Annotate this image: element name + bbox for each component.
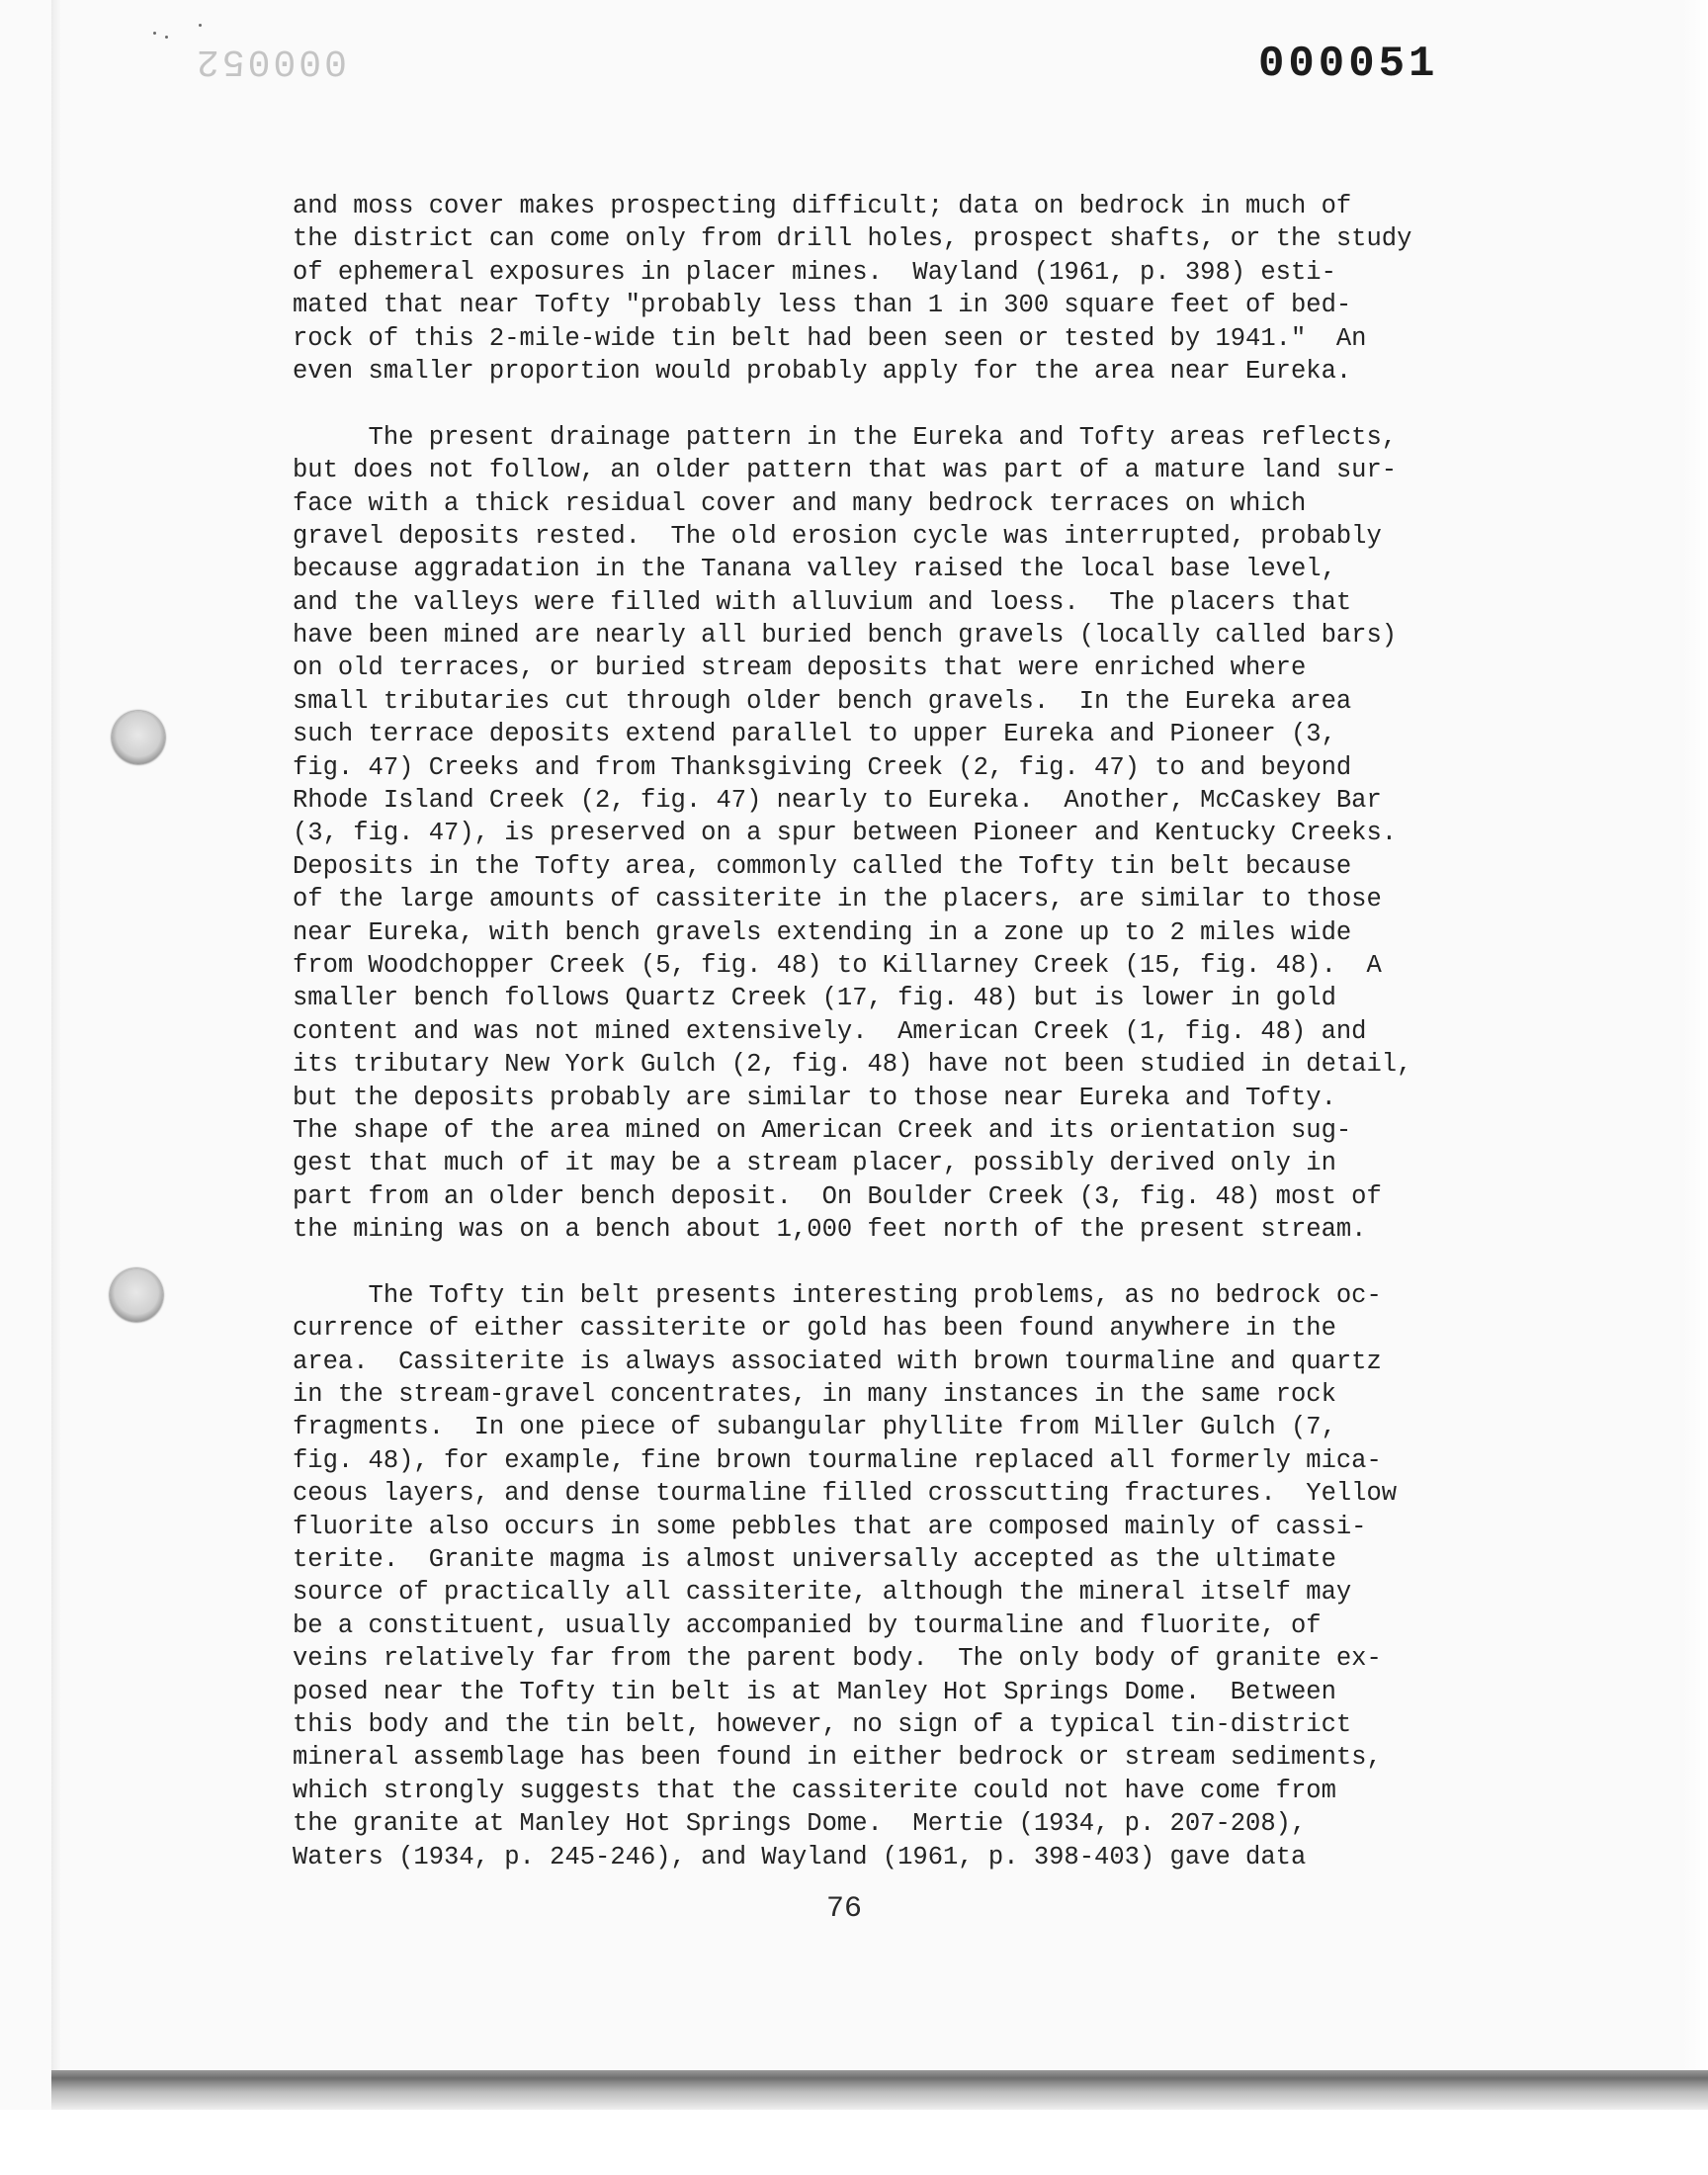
text-line: smaller bench follows Quartz Creek (17, fig. 48) but is lower in gold <box>293 984 1336 1013</box>
text-line: the mining was on a bench about 1,000 feet north of the present stream. <box>293 1215 1367 1245</box>
text-line: Deposits in the Tofty area, commonly called the Tofty tin belt because <box>293 851 1352 881</box>
text-line: this body and the tin belt, however, no sign of a typical tin-district <box>293 1709 1352 1739</box>
paragraph-gap <box>293 1247 1538 1279</box>
text-line: terite. Granite magma is almost universally accepted as the ultimate <box>293 1545 1336 1575</box>
page-left-shadow <box>51 0 61 2116</box>
text-line: from Woodchopper Creek (5, fig. 48) to Killarney Creek (15, fig. 48). A <box>293 950 1382 980</box>
text-line: of ephemeral exposures in placer mines. Wayland (1961, p. 398) esti- <box>293 257 1336 287</box>
text-line: fluorite also occurs in some pebbles that are composed mainly of cassi- <box>293 1512 1367 1541</box>
text-line: Rhode Island Creek (2, fig. 47) nearly to Eureka. Another, McCaskey Bar <box>293 786 1382 816</box>
text-line: rock of this 2-mile-wide tin belt had been seen or tested by 1941." An <box>293 323 1367 353</box>
text-line: mated that near Tofty "probably less than 1 in 300 square feet of bed- <box>293 291 1352 320</box>
text-line: the granite at Manley Hot Springs Dome. Mertie (1934, p. 207-208), <box>293 1809 1307 1839</box>
text-line: ceous layers, and dense tourmaline filled crosscutting fractures. Yellow <box>293 1479 1398 1509</box>
text-line: part from an older bench deposit. On Boulder Creek (3, fig. 48) most of <box>293 1181 1382 1211</box>
text-line: face with a thick residual cover and many bedrock terraces on which <box>293 488 1307 518</box>
page-number: 76 <box>826 1892 863 1926</box>
text-line: The shape of the area mined on American Creek and its orientation sug- <box>293 1115 1352 1145</box>
text-line: even smaller proportion would probably apply for the area near Eureka. <box>293 356 1352 386</box>
text-line: and moss cover makes prospecting difficult; data on bedrock in much of <box>293 192 1352 220</box>
text-line: The Tofty tin belt presents interesting problems, as no bedrock oc- <box>293 1280 1382 1310</box>
text-line: gravel deposits rested. The old erosion cycle was interrupted, probably <box>293 521 1382 551</box>
text-line: but the deposits probably are similar to those near Eureka and Tofty. <box>293 1083 1336 1112</box>
text-line: small tributaries cut through older bench gravels. In the Eureka area <box>293 686 1352 716</box>
text-line: in the stream-gravel concentrates, in many instances in the same rock <box>293 1380 1336 1410</box>
paragraph-1 <box>293 190 1538 388</box>
text-line: Waters (1934, p. 245-246), and Wayland (1961, p. 398-403) gave data <box>293 1842 1307 1871</box>
scan-specks <box>153 22 203 42</box>
bleed-through-page-id: 000052 <box>194 40 347 82</box>
text-line: veins relatively far from the parent body. The only body of granite ex- <box>293 1644 1382 1674</box>
text-line: the district can come only from drill holes, prospect shafts, or the study <box>293 224 1412 254</box>
paragraph-gap <box>293 388 1538 420</box>
text-line: content and was not mined extensively. American Creek (1, fig. 48) and <box>293 1016 1367 1046</box>
page-right-edge <box>1682 0 1708 2110</box>
text-line: posed near the Tofty tin belt is at Manley Hot Springs Dome. Between <box>293 1677 1336 1706</box>
text-line: fig. 48), for example, fine brown tourmaline replaced all formerly mica- <box>293 1445 1382 1475</box>
text-line: be a constituent, usually accompanied by tourmaline and fluorite, of <box>293 1610 1322 1640</box>
text-line: have been mined are nearly all buried bench gravels (locally called bars) <box>293 621 1398 651</box>
text-line: currence of either cassiterite or gold has been found anywhere in the <box>293 1314 1336 1344</box>
text-line: The present drainage pattern in the Eureka and Tofty areas reflects, <box>293 422 1398 452</box>
text-line: mineral assemblage has been found in either bedrock or stream sediments, <box>293 1743 1382 1773</box>
text-line: its tributary New York Gulch (2, fig. 48) have not been studied in detail, <box>293 1050 1412 1080</box>
text-line: (3, fig. 47), is preserved on a spur between Pioneer and Kentucky Creeks. <box>293 819 1398 848</box>
paragraph-3 <box>293 1279 1538 1873</box>
text-line: fig. 47) Creeks and from Thanksgiving Creek (2, fig. 47) to and beyond <box>293 752 1352 782</box>
text-line: of the large amounts of cassiterite in the placers, are similar to those <box>293 885 1382 914</box>
page-bottom-edge <box>51 2070 1708 2110</box>
text-line: on old terraces, or buried stream deposits that were enriched where <box>293 653 1307 683</box>
text-line: area. Cassiterite is always associated with brown tourmaline and quartz <box>293 1347 1382 1376</box>
paragraph-2 <box>293 421 1538 1247</box>
text-line: because aggradation in the Tanana valley raised the local base level, <box>293 555 1336 584</box>
text-line: which strongly suggests that the cassiterite could not have come from <box>293 1776 1336 1805</box>
punch-hole-upper <box>112 711 165 764</box>
text-line: gest that much of it may be a stream placer, possibly derived only in <box>293 1149 1336 1178</box>
text-line: fragments. In one piece of subangular phyllite from Miller Gulch (7, <box>293 1413 1336 1442</box>
page-id-stamp: 000051 <box>1258 40 1439 89</box>
text-line: and the valleys were filled with alluvium and loess. The placers that <box>293 587 1352 617</box>
text-line: source of practically all cassiterite, although the mineral itself may <box>293 1578 1352 1608</box>
scan-background <box>0 2110 1708 2175</box>
text-line: such terrace deposits extend parallel to upper Eureka and Pioneer (3, <box>293 720 1336 749</box>
text-line: near Eureka, with bench gravels extending in a zone up to 2 miles wide <box>293 917 1352 947</box>
text-line: but does not follow, an older pattern that was part of a mature land sur- <box>293 456 1398 485</box>
punch-hole-lower <box>110 1268 163 1322</box>
body-text <box>293 190 1538 1873</box>
